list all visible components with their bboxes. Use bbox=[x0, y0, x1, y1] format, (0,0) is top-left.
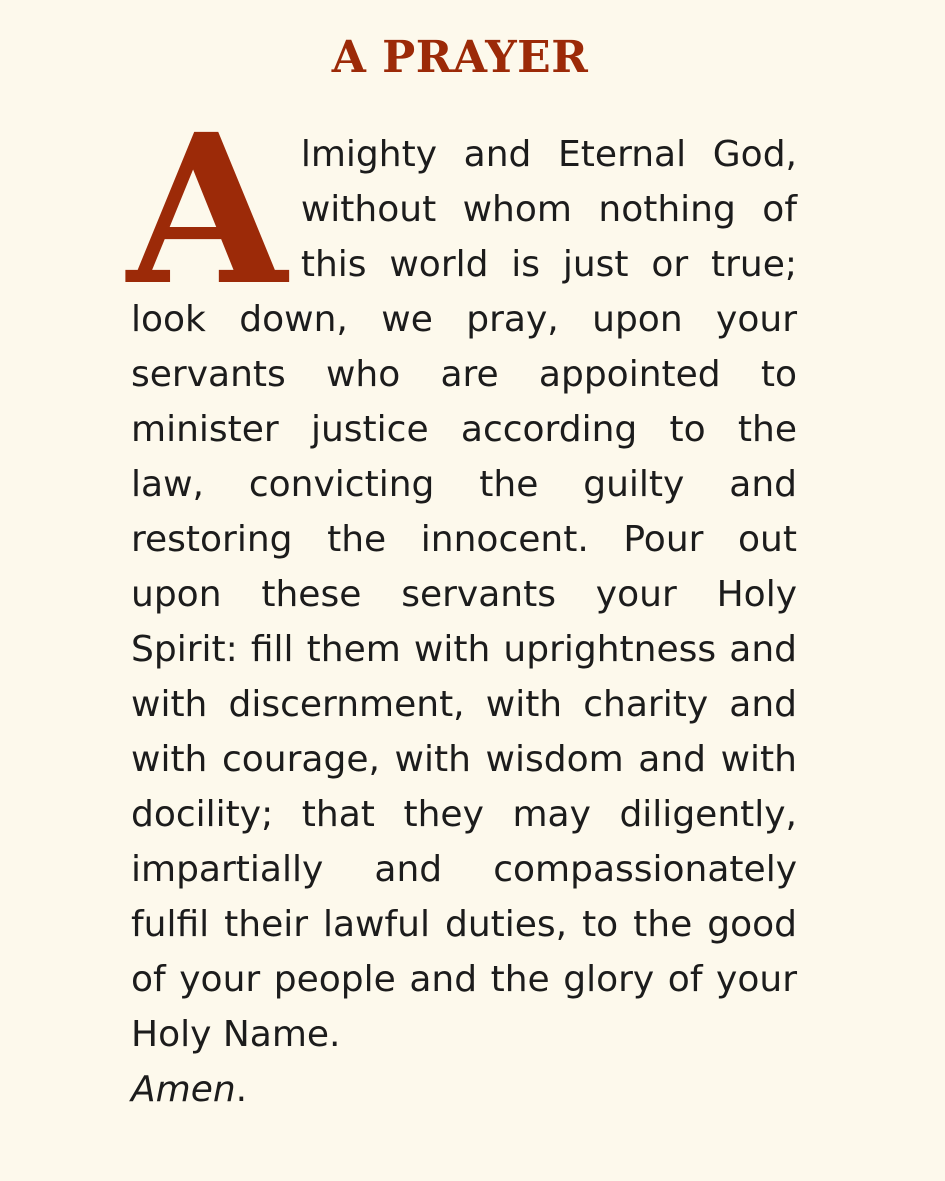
page-title: A PRAYER bbox=[331, 32, 589, 83]
prayer-body: lmighty and Eternal God, without whom nothing of this world is just or true; look down, we pray, upon your servants who are appointed to minister justice according to the law, convicting the guilty and restoring the innocent. Pour out upon these servants your Holy Spirit: fill them with uprightness and with discernment, with charity and with courage, with wisdom and with docility; that they may diligently, impartially and compassionately fulfil their lawful duties, to the good of your people and the glory of your Holy Name. bbox=[131, 134, 797, 1055]
drop-cap: A bbox=[127, 89, 287, 331]
prayer-text bbox=[127, 89, 797, 1117]
amen-closing: Amen bbox=[131, 1069, 236, 1110]
closing-period: . bbox=[235, 1069, 248, 1110]
